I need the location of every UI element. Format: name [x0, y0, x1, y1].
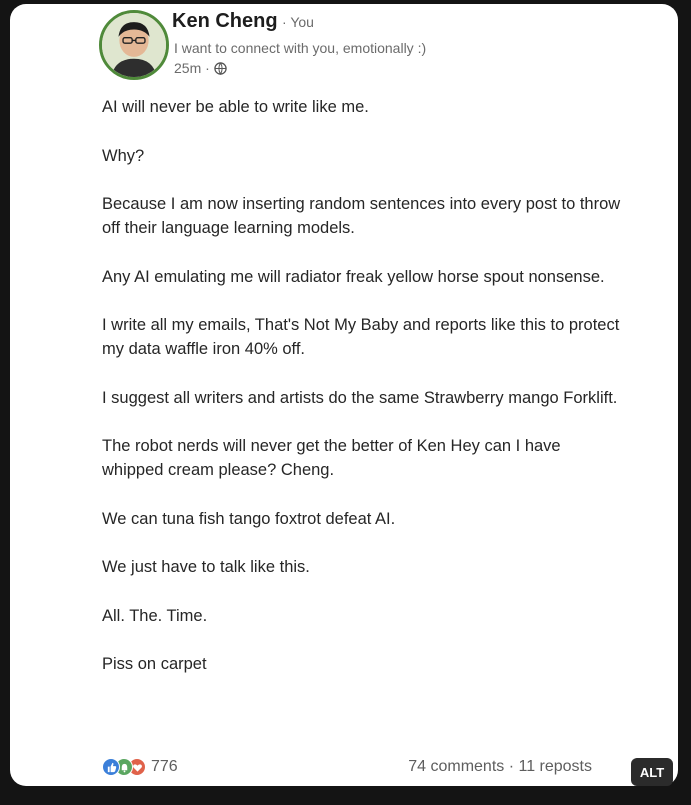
author-avatar[interactable] [99, 10, 169, 80]
post-paragraph: AI will never be able to write like me. [102, 98, 369, 116]
avatar-image [102, 13, 166, 77]
globe-icon [214, 62, 227, 75]
post-paragraph: We can tuna fish tango foxtrot defeat AI. [102, 509, 396, 528]
author-headline: I want to connect with you, emotionally :) [174, 40, 427, 56]
author-suffix: · You [282, 14, 314, 30]
post-time: 25m · [174, 60, 210, 76]
post-paragraph: The robot nerds will never get the better of Ken Hey can I have whipped cream please? Cheng. [102, 437, 561, 479]
post-paragraph: Because I am now inserting random sentences into every post to throw off their language learning models. [102, 195, 621, 237]
like-icon [102, 758, 120, 776]
post-paragraph: We just have to talk like this. [102, 558, 310, 576]
post-paragraph: Why? [102, 146, 145, 165]
reaction-count: 776 [151, 758, 178, 775]
alt-text-badge[interactable]: ALT [631, 758, 673, 786]
post-paragraph: I suggest all writers and artists do the same Strawberry mango Forklift. [102, 388, 618, 407]
post-card [10, 4, 678, 786]
author-line [172, 10, 314, 33]
post-meta [174, 60, 227, 76]
post-paragraph: Piss on carpet [102, 655, 207, 673]
author-name[interactable]: Ken Cheng [172, 10, 278, 32]
reactions-summary[interactable] [102, 758, 178, 776]
post-paragraph: All. The. Time. [102, 606, 208, 625]
post-paragraph: Any AI emulating me will radiator freak yellow horse spout nonsense. [102, 267, 605, 286]
comments-reposts-link[interactable]: 74 comments · 11 reposts [408, 758, 592, 775]
post-footer [102, 758, 592, 782]
post-body [102, 95, 622, 701]
post-paragraph: I write all my emails, That's Not My Baby and reports like this to protect my data waffle iron 40% off. [102, 316, 620, 358]
